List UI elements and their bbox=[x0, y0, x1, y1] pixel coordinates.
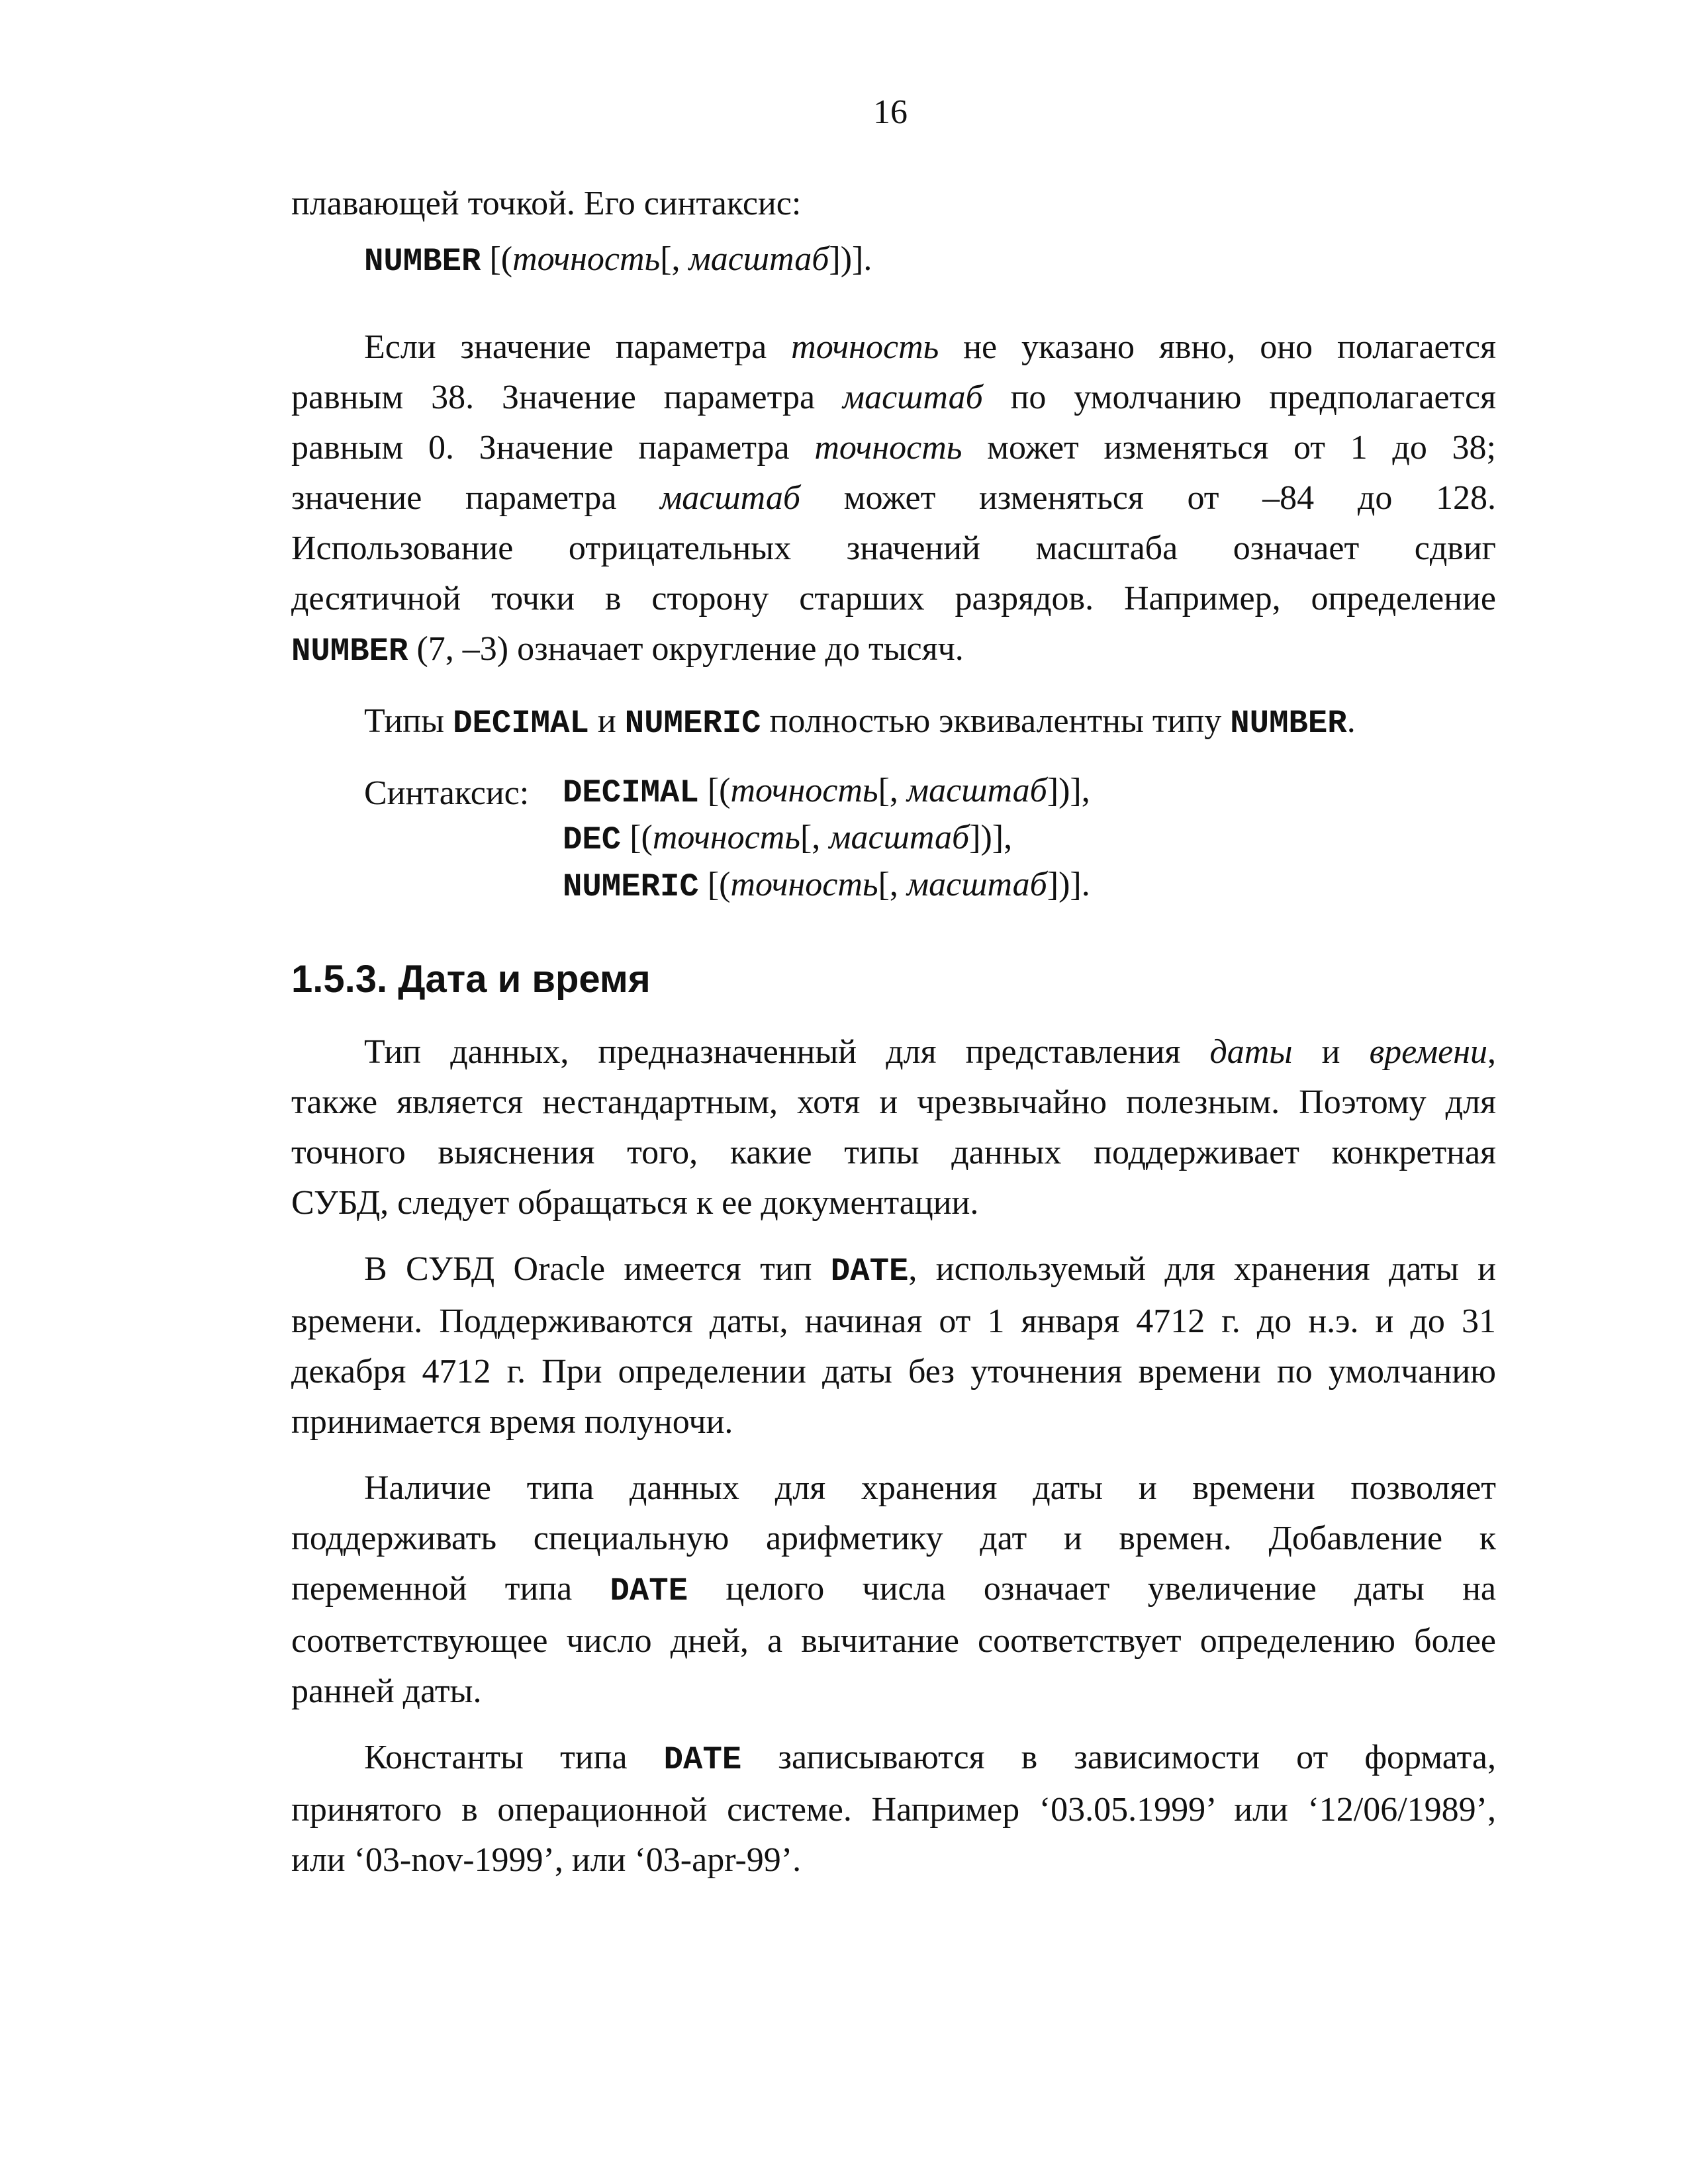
text-run: и bbox=[588, 702, 625, 740]
text-line: ранней даты. bbox=[291, 1672, 482, 1710]
keyword-numeric: NUMERIC bbox=[624, 705, 761, 742]
paragraph-types-equivalent bbox=[291, 696, 1496, 749]
text-run: может изменяться от –84 до 128. bbox=[800, 479, 1496, 517]
paragraph-date-arithmetic bbox=[291, 1463, 1496, 1717]
italic-term: даты bbox=[1209, 1033, 1293, 1071]
text-line bbox=[291, 322, 1496, 373]
text-run: Типы bbox=[364, 702, 453, 740]
syntax-label-cell bbox=[291, 768, 563, 909]
param-scale: масштаб bbox=[688, 240, 829, 278]
text-run: Константы типа bbox=[364, 1739, 664, 1776]
text-line bbox=[291, 423, 1496, 473]
param-scale: масштаб bbox=[906, 866, 1047, 903]
text-column bbox=[291, 179, 1496, 1886]
keyword-date: DATE bbox=[830, 1253, 909, 1290]
text-line: также является нестандартным, хотя и чрезвычайно полезным. Поэтому для bbox=[291, 1083, 1496, 1121]
syntax-text: ])], bbox=[969, 819, 1013, 856]
italic-term: масштаб bbox=[842, 379, 983, 416]
keyword-number: NUMBER bbox=[364, 243, 481, 280]
text-line: соответствующее число дней, а вычитание соответствует определению более bbox=[291, 1622, 1496, 1660]
syntax-text: ])]. bbox=[829, 240, 872, 278]
keyword-decimal: DECIMAL bbox=[563, 774, 699, 811]
param-scale: масштаб bbox=[906, 772, 1047, 809]
section-heading: 1.5.3. Дата и время bbox=[291, 958, 651, 1001]
text-run: по умолчанию предполагается bbox=[982, 379, 1496, 416]
text-run: полностью эквивалентны типу bbox=[761, 702, 1231, 740]
text-line: времени. Поддерживаются даты, начиная от 1 января 4712 г. до н.э. и до 31 bbox=[291, 1302, 1496, 1340]
syntax-text: [, bbox=[660, 240, 689, 278]
text-run: равным 38. Значение параметра bbox=[291, 379, 843, 416]
text-line bbox=[291, 1733, 1496, 1785]
syntax-line-dec bbox=[563, 815, 1496, 862]
syntax-line-decimal bbox=[563, 768, 1496, 815]
keyword-dec: DEC bbox=[563, 821, 622, 858]
text-line: декабря 4712 г. При определении даты без уточнения времени по умолчанию bbox=[291, 1353, 1496, 1390]
text-line bbox=[291, 473, 1496, 523]
text-line bbox=[291, 373, 1496, 423]
syntax-text: [( bbox=[698, 866, 731, 903]
text-run: Тип данных, предназначенный для представления bbox=[364, 1033, 1210, 1071]
text-line: Использование отрицательных значений масштаба означает сдвиг bbox=[291, 529, 1496, 567]
text-run: значение параметра bbox=[291, 479, 661, 517]
number-syntax bbox=[291, 234, 1496, 287]
text-line: или ‘03-nov-1999’, или ‘03-apr-99’. bbox=[291, 1841, 802, 1879]
text-run: целого числа означает увеличение даты на bbox=[688, 1570, 1496, 1608]
italic-term: масштаб bbox=[660, 479, 800, 517]
text-run: . bbox=[1346, 702, 1356, 740]
syntax-label: Синтаксис: bbox=[364, 774, 530, 812]
text-run: и bbox=[1292, 1033, 1370, 1071]
text-run: Если значение параметра bbox=[364, 328, 792, 366]
text-line bbox=[291, 1564, 1496, 1616]
syntax-text: [, bbox=[878, 866, 907, 903]
keyword-date: DATE bbox=[610, 1572, 688, 1610]
keyword-number: NUMBER bbox=[291, 633, 408, 670]
keyword-number: NUMBER bbox=[1230, 705, 1347, 742]
text-line: поддерживать специальную арифметику дат и времен. Добавление к bbox=[291, 1520, 1496, 1557]
text-line: СУБД, следует обращаться к ее документации. bbox=[291, 1184, 979, 1222]
keyword-decimal: DECIMAL bbox=[453, 705, 589, 742]
syntax-text: [( bbox=[698, 772, 731, 809]
syntax-text: ])], bbox=[1047, 772, 1090, 809]
text-run: может изменяться от 1 до 38; bbox=[962, 429, 1496, 467]
text-run: , используемый для хранения даты и bbox=[908, 1250, 1496, 1288]
keyword-date: DATE bbox=[663, 1741, 742, 1778]
text-run: В СУБД Oracle имеется тип bbox=[364, 1250, 831, 1288]
paragraph-precision-scale bbox=[291, 322, 1496, 676]
syntax-block bbox=[291, 768, 1496, 909]
text-line bbox=[291, 1244, 1496, 1297]
syntax-text: [, bbox=[878, 772, 907, 809]
italic-term: времени bbox=[1369, 1033, 1488, 1071]
text-line: десятичной точки в сторону старших разрядов. Например, определение bbox=[291, 580, 1496, 617]
text-line: принятого в операционной системе. Например ‘03.05.1999’ или ‘12/06/1989’, bbox=[291, 1791, 1496, 1829]
param-precision: точность bbox=[730, 866, 878, 903]
syntax-text: [, bbox=[800, 819, 829, 856]
param-scale: масштаб bbox=[829, 819, 970, 856]
text-line bbox=[291, 1027, 1496, 1077]
text-run: , bbox=[1487, 1033, 1497, 1071]
text-run: (7, –3) означает округление до тысяч. bbox=[408, 630, 964, 668]
text-run: переменной типа bbox=[291, 1570, 610, 1608]
syntax-text: [( bbox=[481, 240, 513, 278]
text-line: точного выяснения того, какие типы данных поддерживает конкретная bbox=[291, 1134, 1496, 1171]
text-line: Наличие типа данных для хранения даты и времени позволяет bbox=[364, 1469, 1496, 1507]
param-precision: точность bbox=[652, 819, 800, 856]
text-line: принимается время полуночи. bbox=[291, 1403, 733, 1441]
italic-term: точность bbox=[791, 328, 939, 366]
paragraph-continuation: плавающей точкой. Его синтаксис: bbox=[291, 185, 802, 222]
syntax-lines bbox=[563, 768, 1496, 909]
syntax-text: [( bbox=[621, 819, 653, 856]
text-run: не указано явно, оно полагается bbox=[939, 328, 1496, 366]
syntax-line-numeric bbox=[563, 862, 1496, 909]
keyword-numeric: NUMERIC bbox=[563, 868, 699, 905]
syntax-text: ])]. bbox=[1047, 866, 1090, 903]
text-line bbox=[291, 624, 1496, 676]
paragraph-oracle-date bbox=[291, 1244, 1496, 1447]
param-precision: точность bbox=[512, 240, 661, 278]
paragraph-date-type-intro bbox=[291, 1027, 1496, 1228]
text-run: записываются в зависимости от формата, bbox=[741, 1739, 1496, 1776]
italic-term: точность bbox=[814, 429, 962, 467]
param-precision: точность bbox=[730, 772, 878, 809]
page-number: 16 bbox=[873, 93, 908, 131]
text-run: равным 0. Значение параметра bbox=[291, 429, 815, 467]
paragraph-date-constants bbox=[291, 1733, 1496, 1886]
